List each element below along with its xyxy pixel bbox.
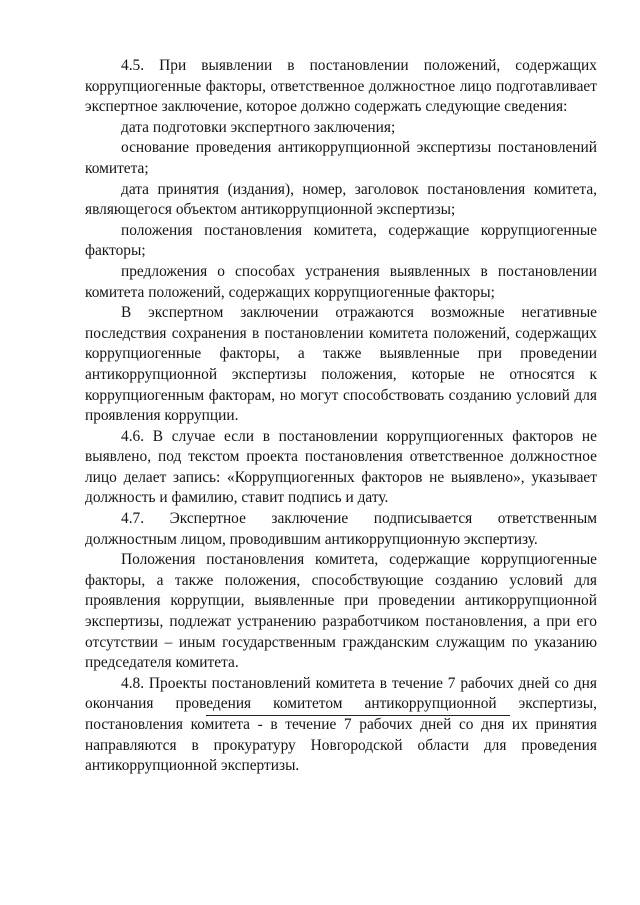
list-item-preparation-date: дата подготовки экспертного заключения;: [121, 118, 396, 136]
paragraph-elimination-of-provisions: Положения постановления комитета, содержащие коррупциогенные факторы, а также положения, способствующие созданию условий для проявления коррупции, выявленные при проведении антикоррупционной экспертизы, подлежат устранению разработчиком постановления, а при его отсутствии – иным государственным гражданским служащим по указанию председателя комитета.: [85, 551, 597, 672]
list-item-corruption-provisions: положения постановления комитета, содержащие коррупциогенные факторы;: [85, 221, 597, 260]
paragraph-4-6: 4.6. В случае если в постановлении коррупциогенных факторов не выявлено, под текстом проекта постановления ответственное должностное лицо делает запись: «Коррупциогенных факторов не выявлено», указывает должность и фамилию, ставит подпись и дату.: [85, 427, 597, 507]
list-item-expertise-basis: основание проведения антикоррупционной экспертизы постановлений комитета;: [85, 139, 597, 177]
closing-separator-line: [206, 715, 510, 716]
paragraph-4-7: 4.7. Экспертное заключение подписывается ответственным должностным лицом, проводившим антикоррупционную экспертизу.: [85, 510, 597, 548]
document-body: [85, 56, 597, 777]
paragraph-conclusion-consequences: В экспертном заключении отражаются возможные негативные последствия сохранения в постановлении комитета положений, содержащих коррупциогенные факторы, а также выявленные при проведении антикоррупционной экспертизы положения, которые не относятся к коррупциогенным факторам, но могут способствовать созданию условий для проявления коррупции.: [85, 304, 597, 425]
paragraph-4-8: 4.8. Проекты постановлений комитета в течение 7 рабочих дней со дня окончания проведения комитетом антикоррупционной экспертизы, постановления комитета - в течение 7 рабочих дней со дня их принятия направляются в прокуратуру Новгородской области для проведения антикоррупционной экспертизы.: [85, 674, 597, 775]
paragraph-4-5: 4.5. При выявлении в постановлении положений, содержащих коррупциогенные факторы, ответственное должностное лицо подготавливает экспертное заключение, которое должно содержать следующие сведения:: [85, 57, 597, 116]
list-item-adoption-details: дата принятия (издания), номер, заголовок постановления комитета, являющегося объектом антикоррупционной экспертизы;: [85, 180, 597, 219]
list-item-elimination-proposals: предложения о способах устранения выявленных в постановлении комитета положений, содержащих коррупциогенные факторы;: [85, 262, 597, 301]
